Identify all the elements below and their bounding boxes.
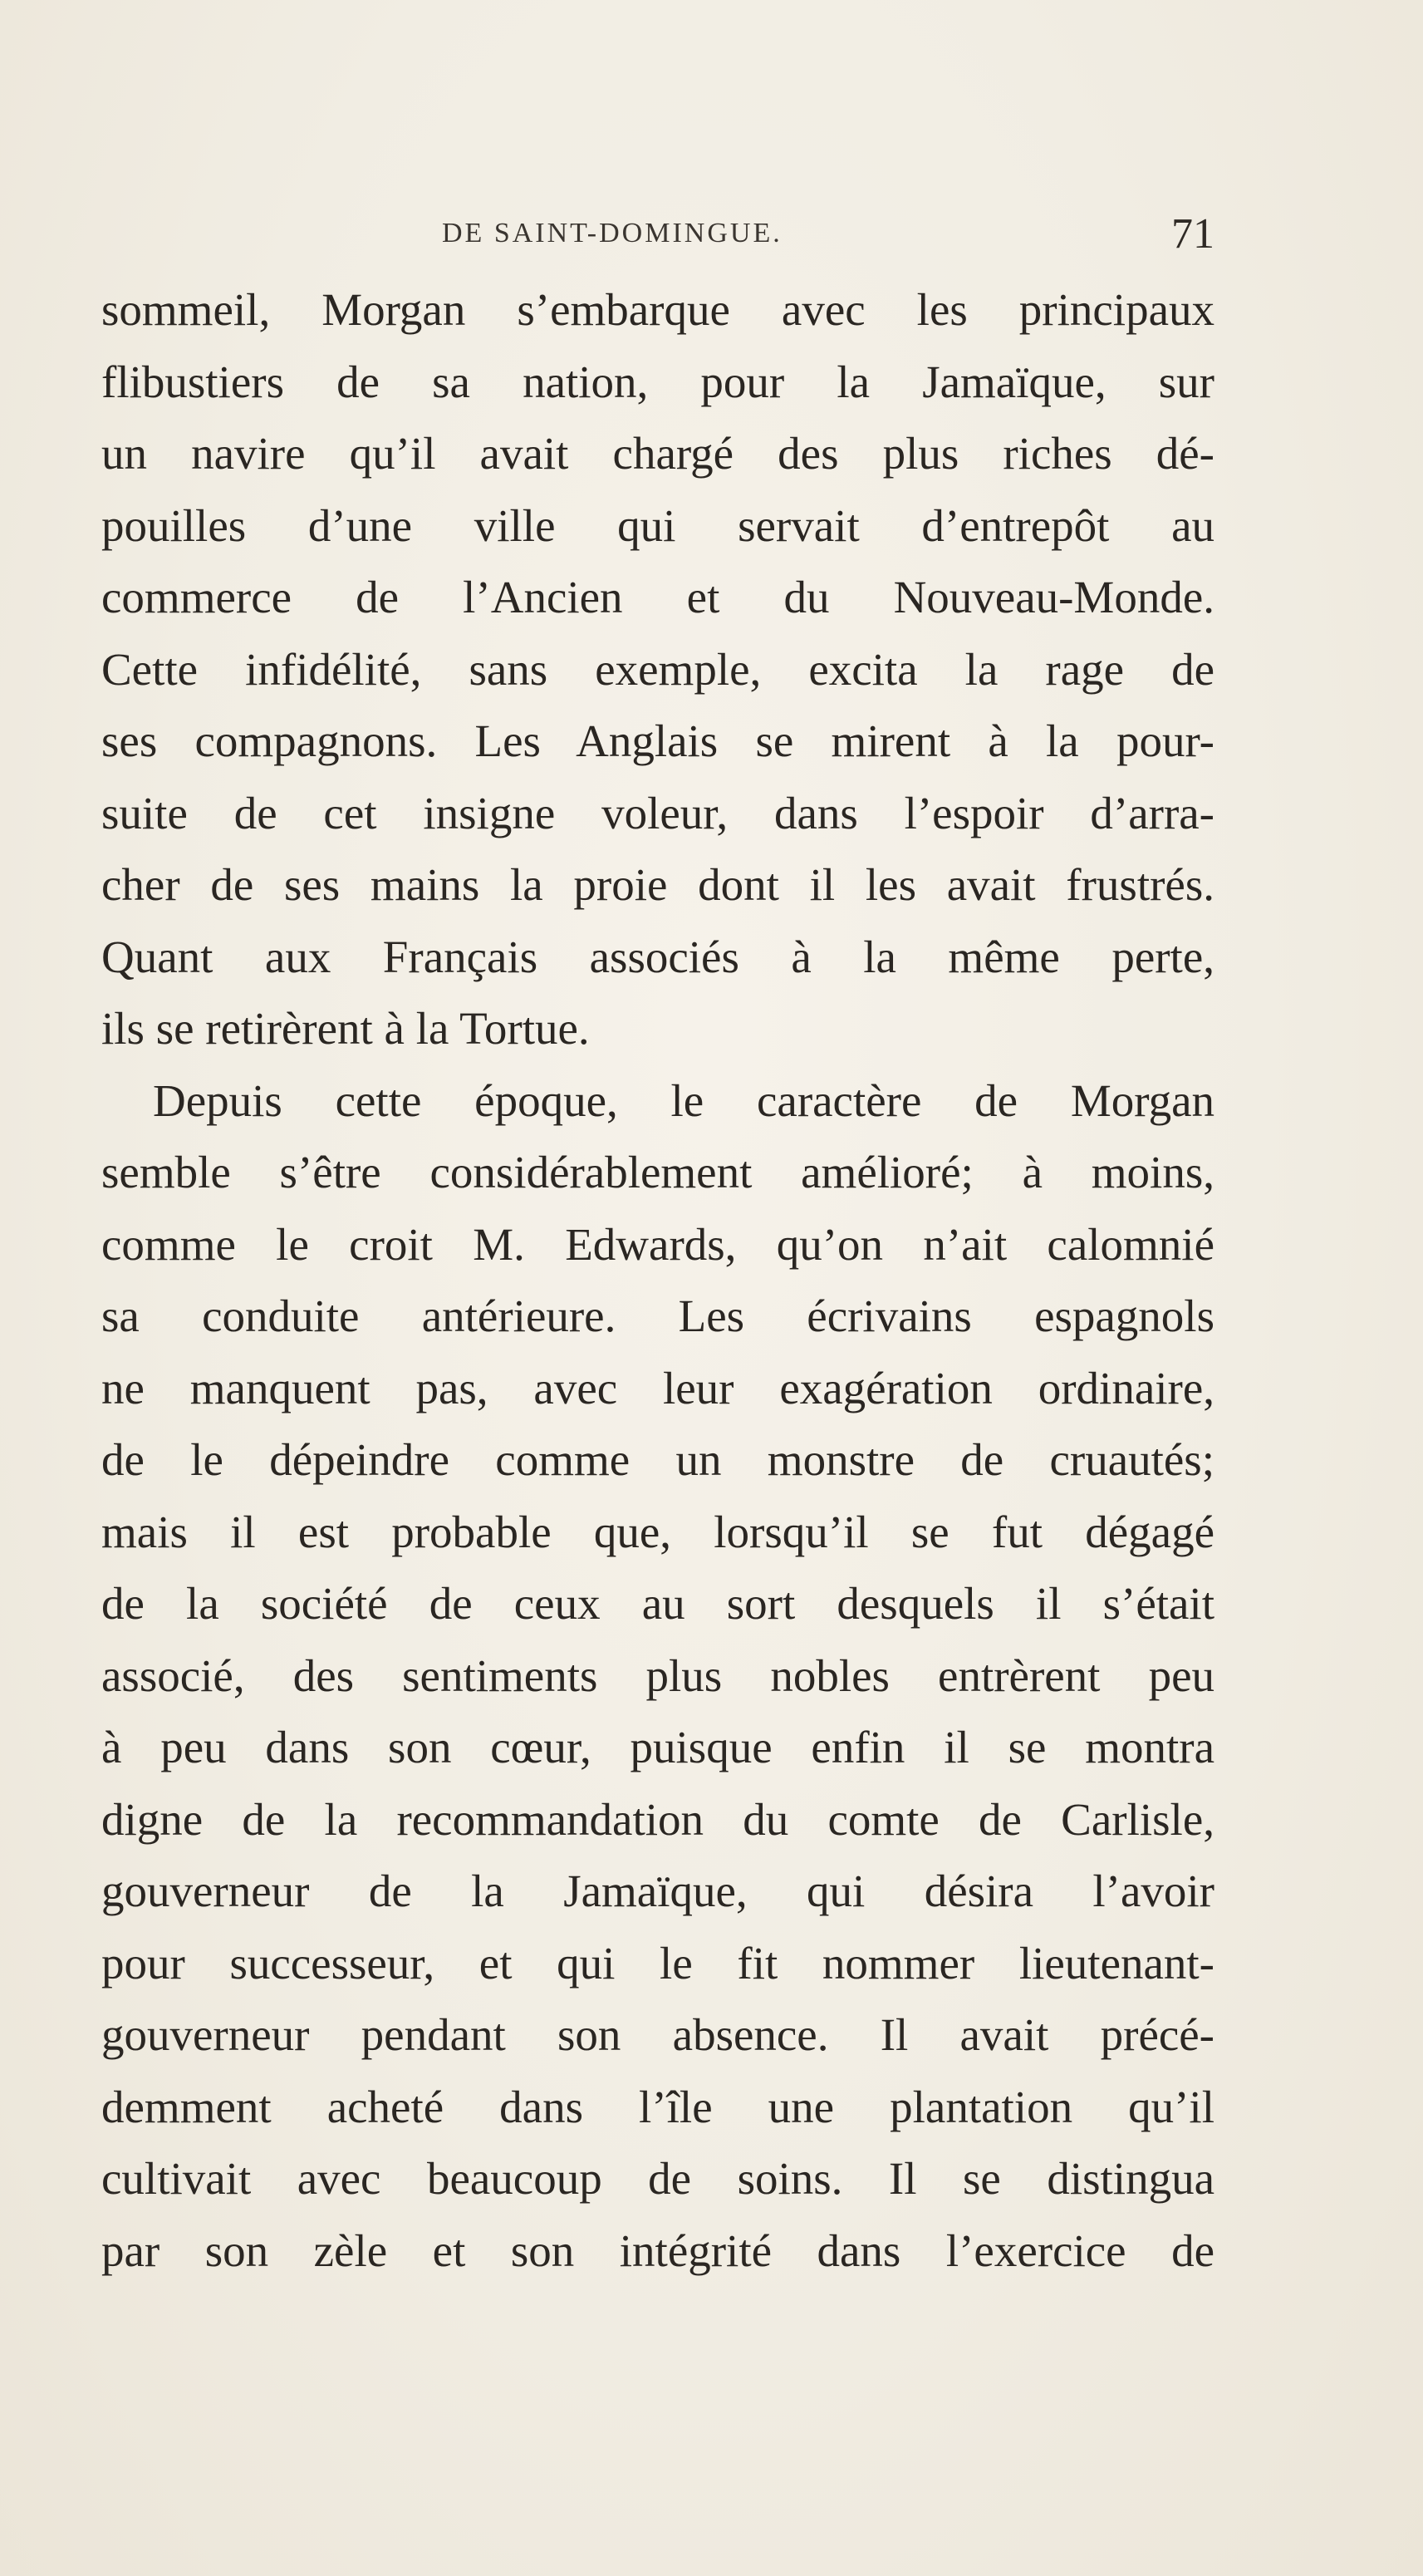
text-line: suite de cet insigne voleur, dans l’espoir d’arra-	[101, 787, 1214, 838]
body-text	[101, 274, 1214, 2287]
text-line: de la société de ceux au sort desquels il s’était	[101, 1578, 1214, 1629]
text-line: Quant aux Français associés à la même perte,	[101, 931, 1214, 982]
text-line: commerce de l’Ancien et du Nouveau-Monde.	[101, 572, 1214, 622]
text-line: demment acheté dans l’île une plantation qu’il	[101, 2081, 1214, 2132]
text-line: ses compagnons. Les Anglais se mirent à la pour-	[101, 715, 1214, 766]
text-line: sommeil, Morgan s’embarque avec les principaux	[101, 284, 1214, 335]
text-line: de le dépeindre comme un monstre de cruautés;	[101, 1434, 1214, 1485]
text-line: pour successeur, et qui le fit nommer lieutenant-	[101, 1937, 1214, 1989]
text-line: Depuis cette époque, le caractère de Morgan	[153, 1074, 1214, 1126]
text-line: ne manquent pas, avec leur exagération ordinaire,	[101, 1362, 1214, 1413]
text-line: mais il est probable que, lorsqu’il se fut dégagé	[101, 1506, 1214, 1557]
text-line: gouverneur pendant son absence. Il avait précé-	[101, 2009, 1214, 2060]
page-header	[101, 210, 1214, 264]
page-number: 71	[1171, 210, 1214, 258]
text-line: gouverneur de la Jamaïque, qui désira l’avoir	[101, 1866, 1214, 1916]
running-head: DE SAINT-DOMINGUE.	[442, 218, 783, 248]
text-line: par son zèle et son intégrité dans l’exercice de	[101, 2225, 1214, 2276]
text-line: ils se retirèrent à la Tortue.	[101, 1003, 590, 1054]
text-line: pouilles d’une ville qui servait d’entrepôt au	[101, 499, 1214, 551]
text-line: semble s’être considérablement amélioré; à moins,	[101, 1147, 1214, 1197]
text-line: digne de la recommandation du comte de Carlisle,	[101, 1793, 1214, 1845]
text-line: comme le croit M. Edwards, qu’on n’ait calomnié	[101, 1218, 1214, 1270]
text-line: associé, des sentiments plus nobles entrèrent peu	[101, 1649, 1214, 1701]
text-line: sa conduite antérieure. Les écrivains espagnols	[101, 1290, 1214, 1341]
text-line: un navire qu’il avait chargé des plus riches dé-	[101, 428, 1214, 479]
text-line: à peu dans son cœur, puisque enfin il se montra	[101, 1722, 1214, 1772]
text-line: Cette infidélité, sans exemple, excita la rage de	[101, 643, 1214, 695]
text-line: cher de ses mains la proie dont il les avait frustrés.	[101, 859, 1214, 910]
text-line: flibustiers de sa nation, pour la Jamaïque, sur	[101, 356, 1214, 407]
text-line: cultivait avec beaucoup de soins. Il se distingua	[101, 2153, 1214, 2204]
